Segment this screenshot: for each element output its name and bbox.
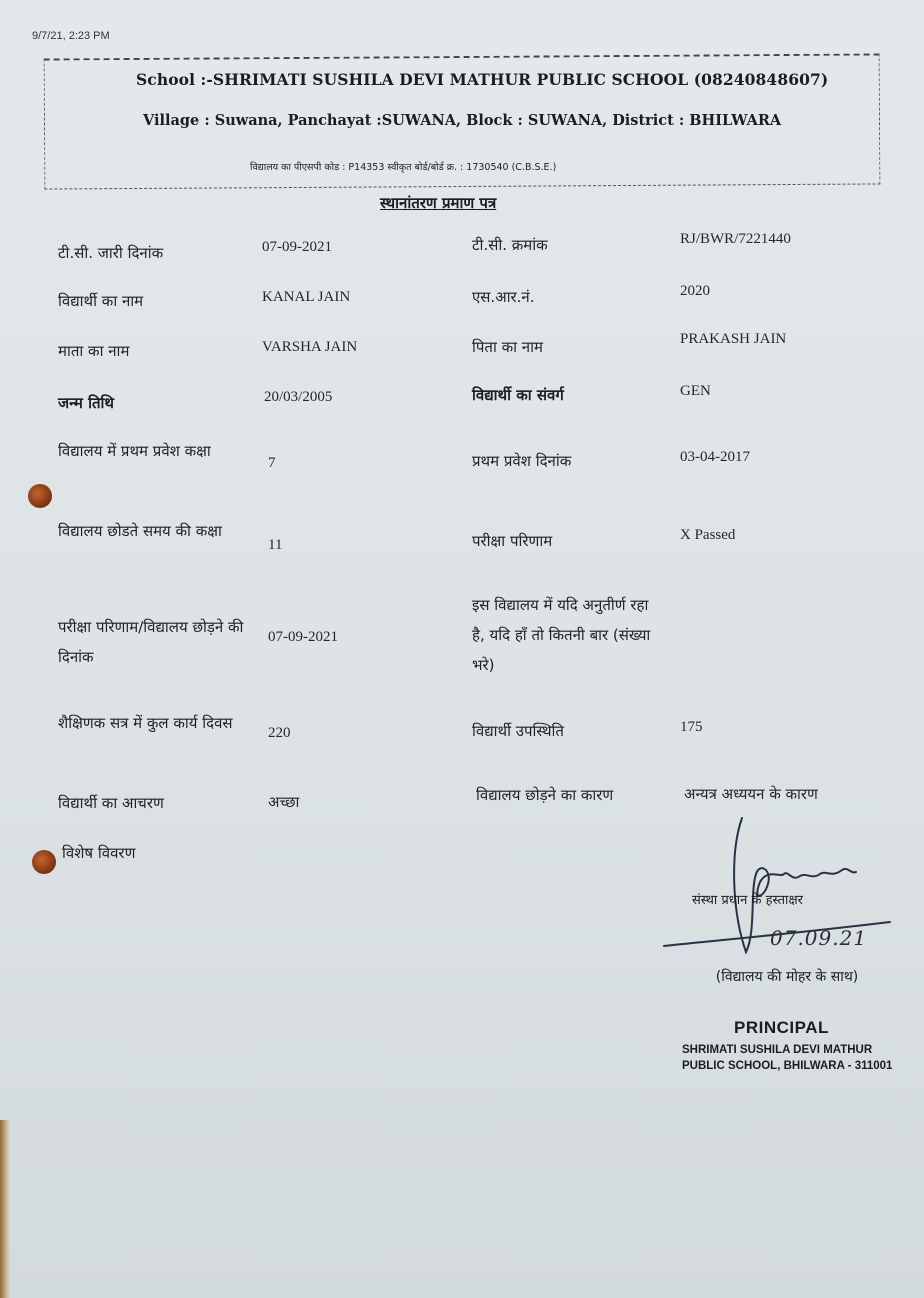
paper-edge <box>0 1120 10 1298</box>
conduct-label: विद्यार्थी का आचरण <box>58 794 164 812</box>
attendance-value: 175 <box>680 719 703 735</box>
tc-issue-date-label: टी.सी. जारी दिनांक <box>58 244 164 262</box>
father-name-label: पिता का नाम <box>472 338 543 356</box>
student-name-value: KANAL JAIN <box>262 289 351 305</box>
exam-result-value: X Passed <box>680 527 736 543</box>
punch-hole <box>32 850 56 874</box>
document-title: स्थानांतरण प्रमाण पत्र <box>380 194 497 212</box>
dob-label: जन्म तिथि <box>58 394 114 412</box>
student-name-label: विद्यार्थी का नाम <box>58 292 144 310</box>
first-admission-date-value: 03-04-2017 <box>680 449 750 465</box>
leaving-class-label: विद्यालय छोडते समय की कक्षा <box>58 522 222 540</box>
working-days-value: 220 <box>268 725 291 741</box>
principal-school-line2: PUBLIC SCHOOL, BHILWARA - 311001 <box>682 1060 893 1072</box>
first-admission-class-label: विद्यालय में प्रथम प्रवेश कक्षा <box>58 442 211 460</box>
tc-number-value: RJ/BWR/7221440 <box>680 231 791 247</box>
school-codes: विद्यालय का पीएसपी कोड : P14353 स्वीकृत बोर्ड/बोर्ड क्र. : 1730540 (C.B.S.E.) <box>250 162 557 173</box>
category-value: GEN <box>680 383 711 399</box>
print-timestamp: 9/7/21, 2:23 PM <box>32 30 110 42</box>
result-leaving-date-value: 07-09-2021 <box>268 629 338 645</box>
principal-school-line1: SHRIMATI SUSHILA DEVI MATHUR <box>682 1044 873 1056</box>
leaving-reason-label: विद्यालय छोड़ने का कारण <box>476 786 614 804</box>
tc-number-label: टी.सी. क्रमांक <box>472 236 548 254</box>
leaving-reason-value: अन्यत्र अध्ययन के कारण <box>684 785 818 803</box>
father-name-value: PRAKASH JAIN <box>680 331 787 347</box>
tc-issue-date-value: 07-09-2021 <box>262 239 332 255</box>
leaving-class-value: 11 <box>268 537 283 553</box>
mother-name-label: माता का नाम <box>58 342 130 360</box>
category-label: विद्यार्थी का संवर्ग <box>472 386 564 404</box>
mother-name-value: VARSHA JAIN <box>262 339 358 355</box>
dob-value: 20/03/2005 <box>264 389 333 405</box>
attendance-label: विद्यार्थी उपस्थिति <box>472 722 564 740</box>
school-name: School :-SHRIMATI SUSHILA DEVI MATHUR PUBLIC SCHOOL (08240848607) <box>136 70 829 89</box>
result-leaving-date-label: परीक्षा परिणाम/विद्यालय छोड़ने की दिनांक <box>58 618 244 666</box>
signature-date: 07.09.21 <box>770 926 868 950</box>
sr-number-label: एस.आर.नं. <box>472 288 535 306</box>
working-days-label: शैक्षिणक सत्र में कुल कार्य दिवस <box>58 714 233 732</box>
first-admission-date-label: प्रथम प्रवेश दिनांक <box>472 452 572 470</box>
sr-number-value: 2020 <box>680 283 710 299</box>
signature-label: संस्था प्रधान के हस्ताक्षर <box>692 893 803 908</box>
seal-note: (विद्यालय की मोहर के साथ) <box>715 969 859 985</box>
first-admission-class-value: 7 <box>268 455 276 471</box>
remarks-label: विशेष विवरण <box>62 844 136 862</box>
failed-count-label: इस विद्यालय में यदि अनुतीर्ण रहा है, यदि हाँ तो कितनी बार (संख्या भरे) <box>472 596 651 674</box>
school-address: Village : Suwana, Panchayat :SUWANA, Block : SUWANA, District : BHILWARA <box>143 112 782 129</box>
conduct-value: अच्छा <box>268 793 300 811</box>
exam-result-label: परीक्षा परिणाम <box>472 532 553 550</box>
punch-hole <box>28 484 52 508</box>
principal-title: PRINCIPAL <box>734 1018 829 1037</box>
